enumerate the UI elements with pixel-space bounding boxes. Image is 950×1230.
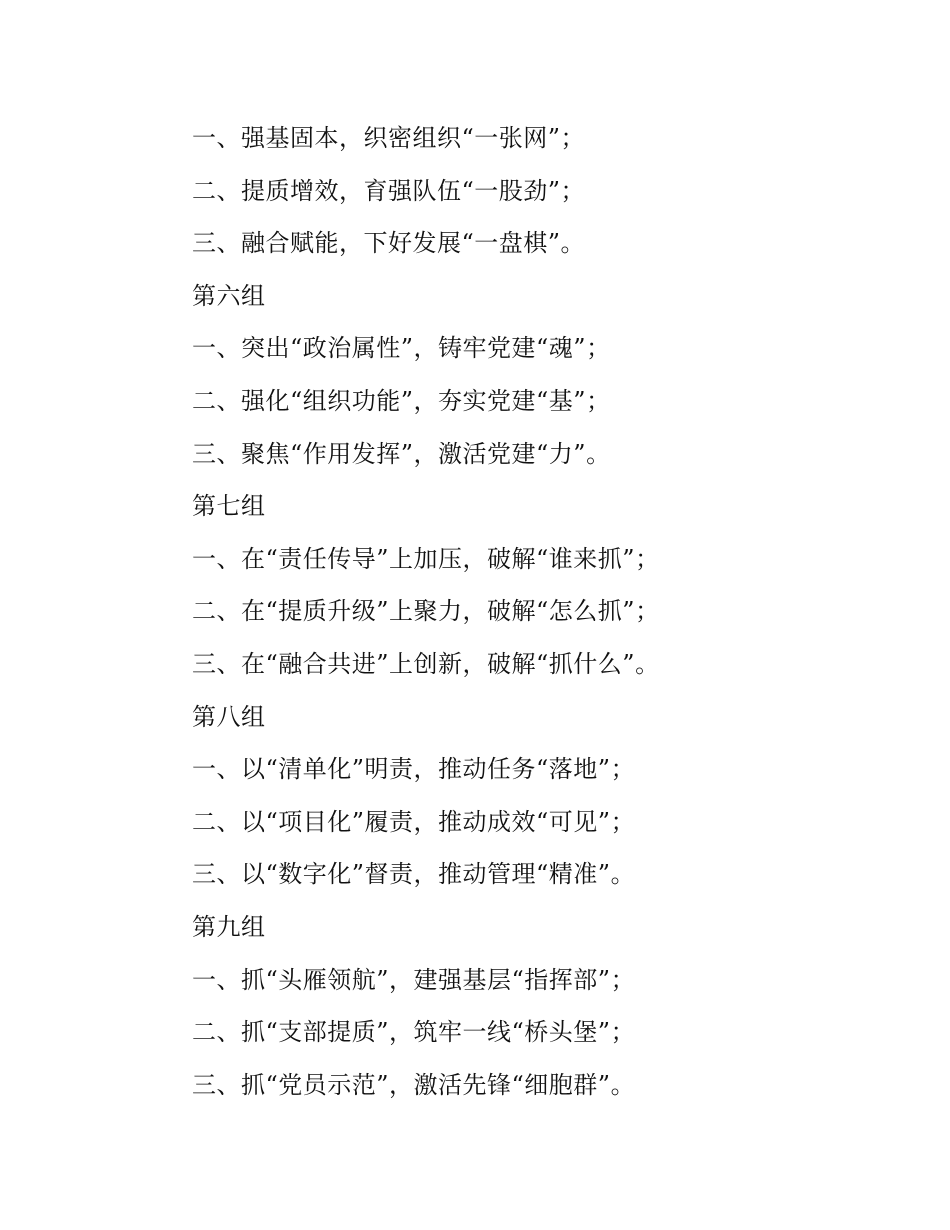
group-heading: 第六组 — [192, 281, 266, 310]
text-line: 一、强基固本，织密组织“一张网”； — [192, 124, 586, 152]
text-line: 三、以“数字化”督责，推动管理“精准”。 — [192, 860, 636, 889]
text-line: 二、以“项目化”履责，推动成效“可见”； — [192, 807, 636, 836]
text-line: 三、抓“党员示范”，激活先锋“细胞群”。 — [192, 1070, 636, 1099]
text-line: 二、强化“组织功能”，夯实党建“基”； — [192, 386, 611, 415]
text-line: 二、抓“支部提质”，筑牢一线“桥头堡”； — [192, 1018, 636, 1047]
text-line: 二、提质增效，育强队伍“一股劲”； — [192, 176, 586, 205]
text-line: 一、在“责任传导”上加压，破解“谁来抓”； — [192, 544, 660, 573]
text-line: 一、抓“头雁领航”，建强基层“指挥部”； — [192, 965, 636, 994]
group-heading: 第九组 — [192, 912, 266, 941]
text-line: 三、聚焦“作用发挥”，激活党建“力”。 — [192, 439, 611, 468]
text-line: 二、在“提质升级”上聚力，破解“怎么抓”； — [192, 597, 660, 626]
text-line: 一、以“清单化”明责，推动任务“落地”； — [192, 755, 636, 784]
group-heading: 第七组 — [192, 492, 266, 521]
group-heading: 第八组 — [192, 702, 266, 731]
text-line: 三、融合赋能，下好发展“一盘棋”。 — [192, 229, 586, 258]
text-line: 一、突出“政治属性”，铸牢党建“魂”； — [192, 334, 611, 363]
text-line: 三、在“融合共进”上创新，破解“抓什么”。 — [192, 649, 660, 678]
document-body — [192, 112, 912, 1111]
